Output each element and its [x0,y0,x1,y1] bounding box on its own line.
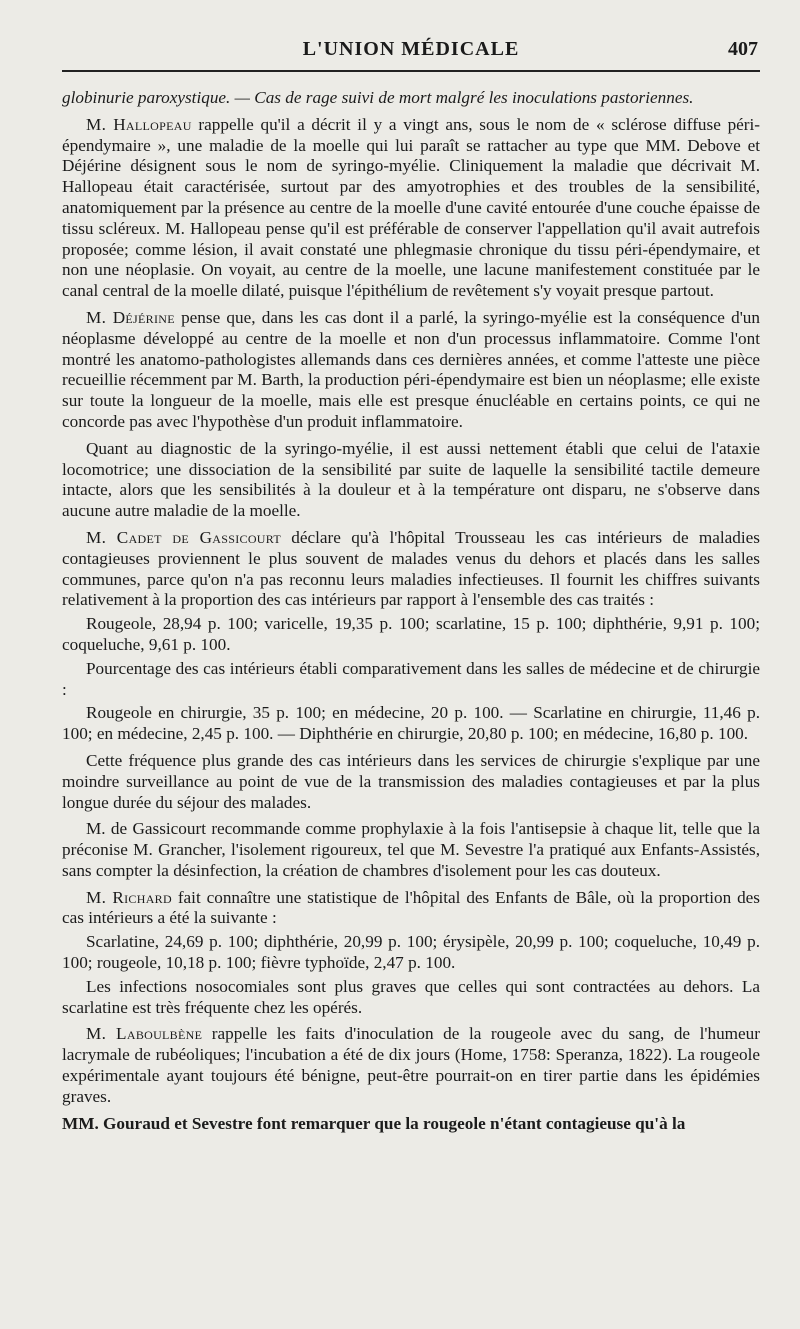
paragraph-text: pense que, dans les cas dont il a parlé, la syringo-myélie est la conséquence d'un néoplasme développé au centre de la moelle et non d'un processus inflammatoire. Comme l'ont montré les anatomo-pathologistes allemands dans ces dernières années, et comme l'atteste une pièce recueillie récemment par M. Barth, la production péri-épendymaire est bien un néoplasme; elle existe sur toute la longueur de la moelle, mais elle est presque énucléable en certains points, ce qui ne concorde pas avec l'hypothèse d'un produit inflammatoire. [62,307,760,431]
paragraph: Rougeole, 28,94 p. 100; varicelle, 19,35 p. 100; scarlatine, 15 p. 100; diphthérie, 9,91 p. 100; coqueluche, 9,61 p. 100. [62,614,760,654]
paragraph [62,1024,760,1107]
paragraph-last-line: MM. Gouraud et Sevestre font remarquer que la rougeole n'étant contagieuse qu'à la [62,1113,686,1133]
paragraph-text: rappelle les faits d'inoculation de la rougeole avec du sang, de l'humeur lacrymale de rubéoliques; l'incubation a été de dix jours (Home, 1758: Speranza, 1822). La rougeole expérimentale ayant toujours été bénigne, peut-être pourrait-on en tirer partie dans les épidémies graves. [62,1024,760,1106]
speaker-name: M. Richard [86,887,172,907]
speaker-name: M. Déjérine [86,307,175,327]
paragraph: Scarlatine, 24,69 p. 100; diphthérie, 20,99 p. 100; érysipèle, 20,99 p. 100; coqueluche, 10,49 p. 100; rougeole, 10,18 p. 100; fièvre typhoïde, 2,47 p. 100. [62,932,760,973]
paragraph [62,115,760,302]
journal-title: L'UNION MÉDICALE [302,38,520,60]
speaker-name: M. Hallopeau [86,114,192,134]
paragraph: M. de Gassicourt recommande comme prophylaxie à la fois l'antisepsie à chaque lit, telle que la préconise M. Grancher, l'isolement rigoureux, tel que M. Sevestre l'a pratiqué aux Enfants-Assistés, sans compter la désinfection, la création de chambres d'isolement pour les cas douteux. [62,819,760,880]
paragraph [62,888,760,930]
paragraph: Cette fréquence plus grande des cas intérieurs dans les services de chirurgie s'explique par une moindre surveillance au point de vue de la transmission des maladies contagieuses et par la plus longue durée du séjour des malades. [62,750,760,812]
paragraph: Les infections nosocomiales sont plus graves que celles qui sont contractées au dehors. La scarlatine est très fréquente chez les opérés. [62,976,760,1017]
paragraph: globinurie paroxystique. — Cas de rage suivi de mort malgré les inoculations pastoriennes. [62,88,694,107]
page-header [62,36,760,72]
paragraph: Rougeole en chirurgie, 35 p. 100; en médecine, 20 p. 100. — Scarlatine en chirurgie, 11,46 p. 100; en médecine, 2,45 p. 100. — Diphthérie en chirurgie, 20,80 p. 100; en médecine, 16,80 p. 100. [62,703,760,744]
page-number: 407 [728,38,758,60]
paragraph [62,528,760,611]
speaker-name: M. Laboulbène [86,1024,203,1044]
paragraph-text: déclare qu'à l'hôpital Trousseau les cas intérieurs de maladies contagieuses proviennent le plus souvent de malades venus du dehors et placés dans les salles communes, parce qu'on n'a pas reconnu leurs maladies infectieuses. Il fournit les chiffres suivants relativement à la proportion des cas intérieurs par rapport à l'ensemble des cas traités : [62,527,760,610]
article-body [62,88,760,1134]
speaker-name: M. Cadet de Gassicourt [86,527,281,547]
paragraph-text: rappelle qu'il a décrit il y a vingt ans, sous le nom de « sclérose diffuse péri-épendymaire », une maladie de la moelle qui lui paraît se rattacher au type que MM. Debove et Déjérine désignent sous le nom de syringo-myélie. Cliniquement la maladie que décrivait M. Hallopeau était caractérisée, surtout par des amyotrophies et des troubles de la sensibilité, anatomiquement par la présence au centre de la moelle d'une cavité entourée d'une couche épaisse de tissu scléreux. M. Hallopeau pense qu'il est préférable de conserver l'appellation qu'il avait autrefois proposée; comme lésion, il avait constaté une phlegmasie chronique du tissu péri-épendymaire, et non une néoplasie. On voyait, au centre de la moelle, une lacune manifestement constituée par le canal central de la moelle dilaté, puisque l'épithélium de revêtement s'y voyait presque partout. [62,114,761,301]
paragraph: Pourcentage des cas intérieurs établi comparativement dans les salles de médecine et de chirurgie : [62,658,760,699]
paragraph-text: fait connaître une statistique de l'hôpital des Enfants de Bâle, où la proportion des cas intérieurs a été la suivante : [62,887,760,928]
paragraph [62,308,760,433]
paragraph: Quant au diagnostic de la syringo-myélie, il est aussi nettement établi que celui de l'ataxie locomotrice; une dissociation de la sensibilité par suite de laquelle la sensibilité tactile demeure intacte, alors que les sensibilités à la douleur et à la température ont disparu, ne s'observe dans aucune autre maladie de la moelle. [62,438,760,521]
